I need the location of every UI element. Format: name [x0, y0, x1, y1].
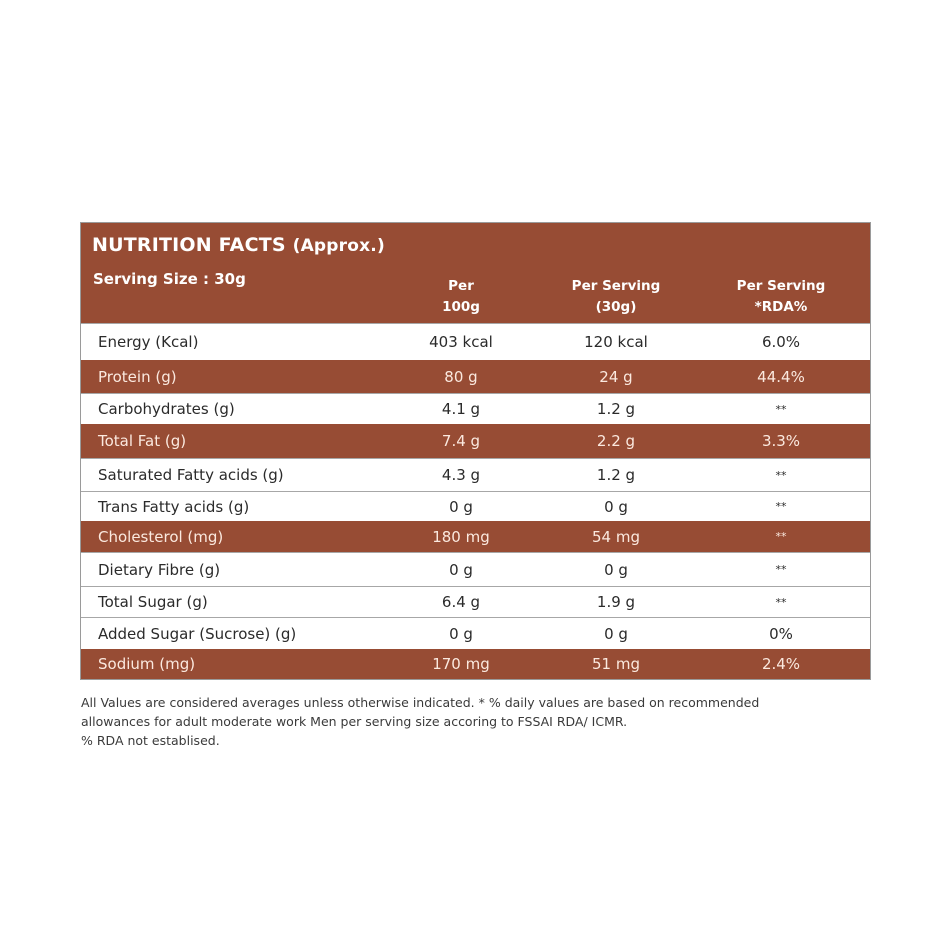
nutrient-name: Dietary Fibre (g) — [98, 560, 221, 579]
title-suffix: (Approx.) — [292, 236, 385, 256]
column-header-per-100g — [411, 276, 511, 318]
value-per-serving: 24 g — [599, 367, 633, 386]
table-row — [81, 617, 870, 649]
footnote — [81, 693, 801, 750]
table-row — [81, 323, 870, 360]
value-rda: 3.3% — [761, 432, 801, 450]
table-header — [81, 223, 870, 323]
value-per-100g: 180 mg — [432, 527, 490, 546]
table-row — [81, 586, 870, 617]
value-rda: 0% — [769, 624, 793, 643]
table-row — [81, 649, 870, 679]
footnote-line: % RDA not establised. — [81, 733, 220, 748]
value-per-100g: 170 mg — [432, 655, 490, 673]
value-rda: ** — [775, 530, 787, 543]
value-per-serving: 1.2 g — [596, 466, 636, 484]
nutrient-name: Protein (g) — [98, 367, 177, 386]
column-header-per-serving — [556, 276, 676, 318]
value-rda: ** — [775, 402, 787, 416]
nutrient-name: Sodium (mg) — [98, 655, 196, 673]
value-rda: ** — [775, 500, 787, 513]
value-per-100g: 4.1 g — [441, 400, 481, 418]
value-rda: ** — [775, 468, 787, 482]
table-row — [81, 521, 870, 552]
table-row — [81, 424, 870, 458]
nutrient-name: Total Sugar (g) — [98, 593, 208, 611]
value-rda: 2.4% — [761, 655, 801, 673]
value-per-100g: 7.4 g — [441, 432, 481, 450]
column-header-line: 100g — [442, 299, 480, 315]
table-row — [81, 552, 870, 586]
value-per-serving: 120 kcal — [584, 333, 648, 351]
value-rda: 6.0% — [761, 333, 801, 351]
table-body — [81, 323, 870, 679]
serving-size: Serving Size : 30g — [93, 270, 246, 288]
value-per-serving: 54 mg — [592, 527, 640, 546]
column-header-line: Per Serving — [736, 278, 826, 294]
footnote-line: allowances for adult moderate work Men per serving size accoring to FSSAI RDA/ ICMR. — [81, 714, 628, 729]
value-per-100g: 0 g — [449, 560, 473, 579]
value-per-serving: 2.2 g — [596, 432, 636, 450]
value-per-serving: 0 g — [604, 560, 628, 579]
value-per-100g: 4.3 g — [441, 466, 481, 484]
column-header-line: (30g) — [595, 299, 637, 315]
column-header-line: *RDA% — [754, 299, 808, 315]
value-rda: 44.4% — [757, 367, 805, 386]
value-per-100g: 80 g — [444, 367, 478, 386]
value-per-serving: 1.2 g — [596, 400, 636, 418]
column-header-line: Per — [448, 278, 474, 294]
nutrient-name: Energy (Kcal) — [98, 333, 199, 351]
column-header-rda — [721, 276, 841, 318]
value-rda: ** — [775, 563, 787, 576]
nutrient-name: Saturated Fatty acids (g) — [98, 466, 284, 484]
value-per-100g: 0 g — [449, 497, 473, 516]
nutrient-name: Cholesterol (mg) — [98, 527, 224, 546]
table-row — [81, 393, 870, 424]
value-per-serving: 0 g — [604, 624, 628, 643]
value-per-serving: 51 mg — [592, 655, 640, 673]
value-per-100g: 403 kcal — [429, 333, 493, 351]
value-per-serving: 1.9 g — [596, 593, 636, 611]
table-row — [81, 491, 870, 521]
nutrient-name: Trans Fatty acids (g) — [98, 497, 250, 516]
title-text: NUTRITION FACTS — [92, 234, 286, 256]
value-per-serving: 0 g — [604, 497, 628, 516]
footnote-line: All Values are considered averages unless otherwise indicated. * % daily values are based on recommended — [81, 695, 760, 710]
nutrient-name: Carbohydrates (g) — [98, 400, 235, 418]
nutrition-facts-panel — [80, 222, 871, 680]
value-rda: ** — [775, 595, 787, 609]
nutrient-name: Added Sugar (Sucrose) (g) — [98, 624, 297, 643]
panel-title — [92, 234, 385, 256]
value-per-100g: 6.4 g — [441, 593, 481, 611]
nutrient-name: Total Fat (g) — [98, 432, 187, 450]
table-row — [81, 458, 870, 491]
table-row — [81, 360, 870, 393]
value-per-100g: 0 g — [449, 624, 473, 643]
column-header-line: Per Serving — [571, 278, 661, 294]
